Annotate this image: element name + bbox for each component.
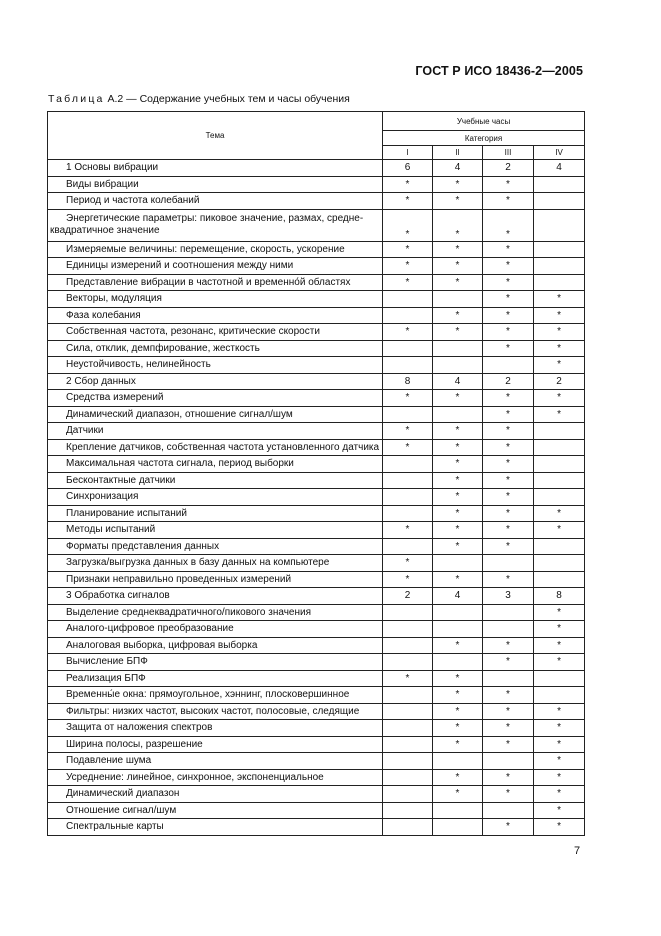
table-row [48, 802, 585, 819]
table-row [48, 274, 585, 291]
topic-cell: Признаки неправильно проведенных измерений [48, 571, 383, 588]
table-row [48, 324, 585, 341]
hours-cell-cat-1 [383, 769, 433, 786]
topic-cell: Единицы измерений и соотношения между ними [48, 258, 383, 275]
hours-cell-cat-1: * [383, 258, 433, 275]
table-row [48, 406, 585, 423]
table-caption [48, 93, 350, 105]
table-row [48, 209, 585, 241]
topic-cell: Отношение сигнал/шум [48, 802, 383, 819]
topic-header: Тема [48, 112, 383, 160]
hours-cell-cat-2: 4 [433, 160, 483, 177]
hours-cell-cat-1 [383, 307, 433, 324]
hours-cell-cat-2 [433, 621, 483, 638]
topic-cell: Максимальная частота сигнала, период выборки [48, 456, 383, 473]
hours-cell-cat-3: * [483, 505, 534, 522]
section-title: 1 Основы вибрации [48, 160, 383, 177]
hours-cell-cat-2 [433, 555, 483, 572]
hours-cell-cat-3 [483, 621, 534, 638]
category-col-3: III [483, 146, 534, 160]
hours-cell-cat-2 [433, 406, 483, 423]
hours-cell-cat-1 [383, 802, 433, 819]
hours-cell-cat-4 [534, 439, 585, 456]
hours-cell-cat-3: * [483, 538, 534, 555]
hours-cell-cat-1 [383, 489, 433, 506]
table-row [48, 769, 585, 786]
hours-cell-cat-3 [483, 357, 534, 374]
hours-cell-cat-3: * [483, 324, 534, 341]
hours-cell-cat-3: * [483, 209, 534, 241]
topic-line-2: квадратичное значение [50, 225, 160, 236]
hours-cell-cat-2: * [433, 736, 483, 753]
topic-cell: Загрузка/выгрузка данных в базу данных на компьютере [48, 555, 383, 572]
hours-cell-cat-4: * [534, 786, 585, 803]
table-row [48, 819, 585, 836]
hours-cell-cat-4: * [534, 802, 585, 819]
table-row [48, 538, 585, 555]
hours-cell-cat-3 [483, 555, 534, 572]
table-caption-label: Таблица [48, 93, 105, 105]
hours-cell-cat-1: 8 [383, 373, 433, 390]
topic-cell: Планирование испытаний [48, 505, 383, 522]
topic-cell: Вычисление БПФ [48, 654, 383, 671]
hours-cell-cat-3: * [483, 258, 534, 275]
topic-cell: Бесконтактные датчики [48, 472, 383, 489]
hours-cell-cat-4: * [534, 654, 585, 671]
hours-cell-cat-1 [383, 472, 433, 489]
table-row [48, 489, 585, 506]
topic-cell: Защита от наложения спектров [48, 720, 383, 737]
table-row [48, 720, 585, 737]
hours-cell-cat-4 [534, 423, 585, 440]
table-row [48, 687, 585, 704]
hours-cell-cat-3: * [483, 274, 534, 291]
hours-cell-cat-4: * [534, 621, 585, 638]
hours-cell-cat-2: * [433, 637, 483, 654]
topic-cell: Представление вибрации в частотной и временно́й областях [48, 274, 383, 291]
hours-cell-cat-4 [534, 687, 585, 704]
hours-cell-cat-4: * [534, 406, 585, 423]
hours-cell-cat-4: * [534, 357, 585, 374]
hours-cell-cat-4: * [534, 324, 585, 341]
hours-cell-cat-2: * [433, 390, 483, 407]
hours-cell-cat-2: * [433, 176, 483, 193]
table-row [48, 505, 585, 522]
hours-cell-cat-3 [483, 802, 534, 819]
hours-header: Учебные часы [383, 112, 585, 131]
hours-cell-cat-4: * [534, 769, 585, 786]
hours-cell-cat-3: * [483, 637, 534, 654]
topic-cell: Собственная частота, резонанс, критические скорости [48, 324, 383, 341]
table-row [48, 176, 585, 193]
hours-cell-cat-3 [483, 670, 534, 687]
hours-cell-cat-4 [534, 241, 585, 258]
hours-cell-cat-3: * [483, 703, 534, 720]
hours-cell-cat-2: * [433, 193, 483, 210]
hours-cell-cat-1 [383, 819, 433, 836]
page-number: 7 [574, 845, 581, 857]
hours-cell-cat-2 [433, 819, 483, 836]
topic-cell: Фаза колебания [48, 307, 383, 324]
topic-cell: Датчики [48, 423, 383, 440]
hours-cell-cat-3: 2 [483, 160, 534, 177]
hours-cell-cat-2: * [433, 324, 483, 341]
hours-cell-cat-1 [383, 291, 433, 308]
hours-cell-cat-1 [383, 621, 433, 638]
hours-cell-cat-2: 4 [433, 373, 483, 390]
hours-cell-cat-1 [383, 786, 433, 803]
hours-cell-cat-1 [383, 654, 433, 671]
topic-cell: Подавление шума [48, 753, 383, 770]
topic-cell: Динамический диапазон, отношение сигнал/шум [48, 406, 383, 423]
hours-cell-cat-3: * [483, 241, 534, 258]
topic-cell: Выделение среднеквадратичного/пикового значения [48, 604, 383, 621]
hours-cell-cat-1: 2 [383, 588, 433, 605]
category-col-1: I [383, 146, 433, 160]
hours-cell-cat-4 [534, 472, 585, 489]
table-row [48, 456, 585, 473]
hours-cell-cat-3 [483, 604, 534, 621]
hours-cell-cat-3 [483, 753, 534, 770]
hours-cell-cat-1: * [383, 670, 433, 687]
topic-cell: Сила, отклик, демпфирование, жесткость [48, 340, 383, 357]
hours-cell-cat-2: * [433, 439, 483, 456]
section-row [48, 160, 585, 177]
hours-cell-cat-1 [383, 340, 433, 357]
hours-cell-cat-3: * [483, 786, 534, 803]
hours-cell-cat-4 [534, 538, 585, 555]
hours-cell-cat-4 [534, 274, 585, 291]
topic-cell: Виды вибрации [48, 176, 383, 193]
hours-cell-cat-2: * [433, 538, 483, 555]
hours-cell-cat-2: * [433, 489, 483, 506]
hours-cell-cat-4: * [534, 819, 585, 836]
hours-cell-cat-2: * [433, 241, 483, 258]
hours-cell-cat-3: * [483, 687, 534, 704]
topic-cell: Фильтры: низких частот, высоких частот, полосовые, следящие [48, 703, 383, 720]
section-row [48, 588, 585, 605]
table-row [48, 604, 585, 621]
table-row [48, 423, 585, 440]
topic-cell [48, 209, 383, 241]
hours-cell-cat-3: * [483, 406, 534, 423]
topic-cell: Форматы представления данных [48, 538, 383, 555]
hours-cell-cat-4: * [534, 505, 585, 522]
hours-cell-cat-3: * [483, 522, 534, 539]
hours-cell-cat-4: 2 [534, 373, 585, 390]
topic-cell: Ширина полосы, разрешение [48, 736, 383, 753]
topic-cell: Временны́е окна: прямоугольное, хэннинг, плосковершинное [48, 687, 383, 704]
table-row [48, 621, 585, 638]
standard-designation: ГОСТ Р ИСО 18436-2—2005 [415, 64, 583, 78]
hours-cell-cat-4: 8 [534, 588, 585, 605]
hours-cell-cat-2: * [433, 687, 483, 704]
hours-cell-cat-2: * [433, 670, 483, 687]
section-title: 2 Сбор данных [48, 373, 383, 390]
hours-cell-cat-1: * [383, 555, 433, 572]
hours-cell-cat-2: * [433, 456, 483, 473]
hours-cell-cat-3: * [483, 176, 534, 193]
topic-cell: Аналоговая выборка, цифровая выборка [48, 637, 383, 654]
hours-cell-cat-2 [433, 357, 483, 374]
table-row [48, 670, 585, 687]
hours-cell-cat-2 [433, 604, 483, 621]
hours-cell-cat-1: * [383, 522, 433, 539]
topic-cell: Спектральные карты [48, 819, 383, 836]
category-col-4: IV [534, 146, 585, 160]
table-row [48, 555, 585, 572]
table-row [48, 258, 585, 275]
hours-cell-cat-3: * [483, 489, 534, 506]
category-col-2: II [433, 146, 483, 160]
hours-cell-cat-2: * [433, 522, 483, 539]
topic-cell: Синхронизация [48, 489, 383, 506]
hours-cell-cat-1: * [383, 241, 433, 258]
hours-cell-cat-4 [534, 258, 585, 275]
hours-cell-cat-1 [383, 637, 433, 654]
table-row [48, 753, 585, 770]
hours-cell-cat-3: * [483, 769, 534, 786]
hours-cell-cat-2 [433, 654, 483, 671]
hours-cell-cat-4: 4 [534, 160, 585, 177]
table-row [48, 522, 585, 539]
hours-cell-cat-2: * [433, 472, 483, 489]
table-row [48, 654, 585, 671]
table-row [48, 703, 585, 720]
hours-cell-cat-2: * [433, 258, 483, 275]
hours-cell-cat-1 [383, 538, 433, 555]
hours-cell-cat-1 [383, 736, 433, 753]
hours-cell-cat-2: * [433, 209, 483, 241]
hours-cell-cat-4: * [534, 637, 585, 654]
hours-cell-cat-3: * [483, 439, 534, 456]
table-row [48, 241, 585, 258]
hours-cell-cat-2: * [433, 505, 483, 522]
hours-cell-cat-4 [534, 209, 585, 241]
table-row [48, 571, 585, 588]
hours-cell-cat-1: * [383, 274, 433, 291]
hours-cell-cat-4 [534, 489, 585, 506]
hours-cell-cat-4: * [534, 522, 585, 539]
hours-cell-cat-4 [534, 176, 585, 193]
hours-cell-cat-4: * [534, 753, 585, 770]
hours-cell-cat-1 [383, 406, 433, 423]
hours-cell-cat-2: * [433, 274, 483, 291]
topic-line-1: Энергетические параметры: пиковое значение, размах, средне- [66, 212, 364, 224]
hours-cell-cat-1: * [383, 209, 433, 241]
hours-cell-cat-3: * [483, 193, 534, 210]
hours-cell-cat-1 [383, 703, 433, 720]
hours-cell-cat-1 [383, 357, 433, 374]
hours-cell-cat-4: * [534, 390, 585, 407]
hours-cell-cat-2 [433, 753, 483, 770]
hours-cell-cat-4 [534, 571, 585, 588]
hours-cell-cat-4: * [534, 291, 585, 308]
hours-cell-cat-4 [534, 193, 585, 210]
hours-cell-cat-1: * [383, 324, 433, 341]
topic-cell: Аналого-цифровое преобразование [48, 621, 383, 638]
hours-cell-cat-1: * [383, 193, 433, 210]
hours-cell-cat-2 [433, 802, 483, 819]
hours-cell-cat-4 [534, 456, 585, 473]
topic-cell: Векторы, модуляция [48, 291, 383, 308]
table-caption-title: А.2 — Содержание учебных тем и часы обучения [104, 93, 350, 105]
hours-cell-cat-3: * [483, 819, 534, 836]
hours-cell-cat-3: * [483, 736, 534, 753]
hours-cell-cat-3: * [483, 390, 534, 407]
table-body [48, 160, 585, 836]
section-title: 3 Обработка сигналов [48, 588, 383, 605]
hours-cell-cat-3: * [483, 291, 534, 308]
hours-cell-cat-2: * [433, 307, 483, 324]
hours-cell-cat-4: * [534, 736, 585, 753]
topic-cell: Усреднение: линейное, синхронное, экспоненциальное [48, 769, 383, 786]
table-row [48, 390, 585, 407]
hours-cell-cat-1: * [383, 390, 433, 407]
table-row [48, 736, 585, 753]
hours-cell-cat-2: * [433, 720, 483, 737]
table-row [48, 357, 585, 374]
table-row [48, 637, 585, 654]
hours-cell-cat-2: * [433, 571, 483, 588]
topic-cell: Реализация БПФ [48, 670, 383, 687]
hours-cell-cat-1 [383, 604, 433, 621]
topic-cell: Динамический диапазон [48, 786, 383, 803]
hours-cell-cat-4: * [534, 703, 585, 720]
topic-cell: Период и частота колебаний [48, 193, 383, 210]
table-row [48, 340, 585, 357]
hours-cell-cat-1: 6 [383, 160, 433, 177]
hours-cell-cat-4: * [534, 307, 585, 324]
hours-cell-cat-3: 3 [483, 588, 534, 605]
hours-cell-cat-1 [383, 753, 433, 770]
section-row [48, 373, 585, 390]
hours-cell-cat-2: * [433, 423, 483, 440]
hours-cell-cat-4: * [534, 604, 585, 621]
hours-cell-cat-1: * [383, 571, 433, 588]
hours-cell-cat-4: * [534, 720, 585, 737]
table-row [48, 307, 585, 324]
table-row [48, 786, 585, 803]
table-row [48, 291, 585, 308]
hours-cell-cat-2: * [433, 786, 483, 803]
hours-cell-cat-2: 4 [433, 588, 483, 605]
hours-cell-cat-2: * [433, 703, 483, 720]
hours-cell-cat-3: * [483, 307, 534, 324]
topic-cell: Измеряемые величины: перемещение, скорость, ускорение [48, 241, 383, 258]
hours-cell-cat-2 [433, 340, 483, 357]
topic-cell: Методы испытаний [48, 522, 383, 539]
table-row [48, 472, 585, 489]
hours-cell-cat-1 [383, 687, 433, 704]
hours-cell-cat-3: 2 [483, 373, 534, 390]
topic-cell: Крепление датчиков, собственная частота установленного датчика [48, 439, 383, 456]
hours-cell-cat-3: * [483, 472, 534, 489]
table-row [48, 193, 585, 210]
hours-cell-cat-3: * [483, 571, 534, 588]
table-row [48, 439, 585, 456]
hours-cell-cat-3: * [483, 720, 534, 737]
hours-cell-cat-4: * [534, 340, 585, 357]
hours-cell-cat-1 [383, 720, 433, 737]
hours-cell-cat-1: * [383, 176, 433, 193]
training-topics-table [47, 111, 585, 836]
topic-cell: Средства измерений [48, 390, 383, 407]
hours-cell-cat-4 [534, 670, 585, 687]
hours-cell-cat-1: * [383, 423, 433, 440]
hours-cell-cat-3: * [483, 456, 534, 473]
hours-cell-cat-1: * [383, 439, 433, 456]
hours-cell-cat-3: * [483, 340, 534, 357]
topic-cell: Неустойчивость, нелинейность [48, 357, 383, 374]
hours-cell-cat-1 [383, 456, 433, 473]
category-header: Категория [383, 131, 585, 146]
hours-cell-cat-3: * [483, 423, 534, 440]
hours-cell-cat-2 [433, 291, 483, 308]
hours-cell-cat-3: * [483, 654, 534, 671]
hours-cell-cat-1 [383, 505, 433, 522]
hours-cell-cat-2: * [433, 769, 483, 786]
hours-cell-cat-4 [534, 555, 585, 572]
